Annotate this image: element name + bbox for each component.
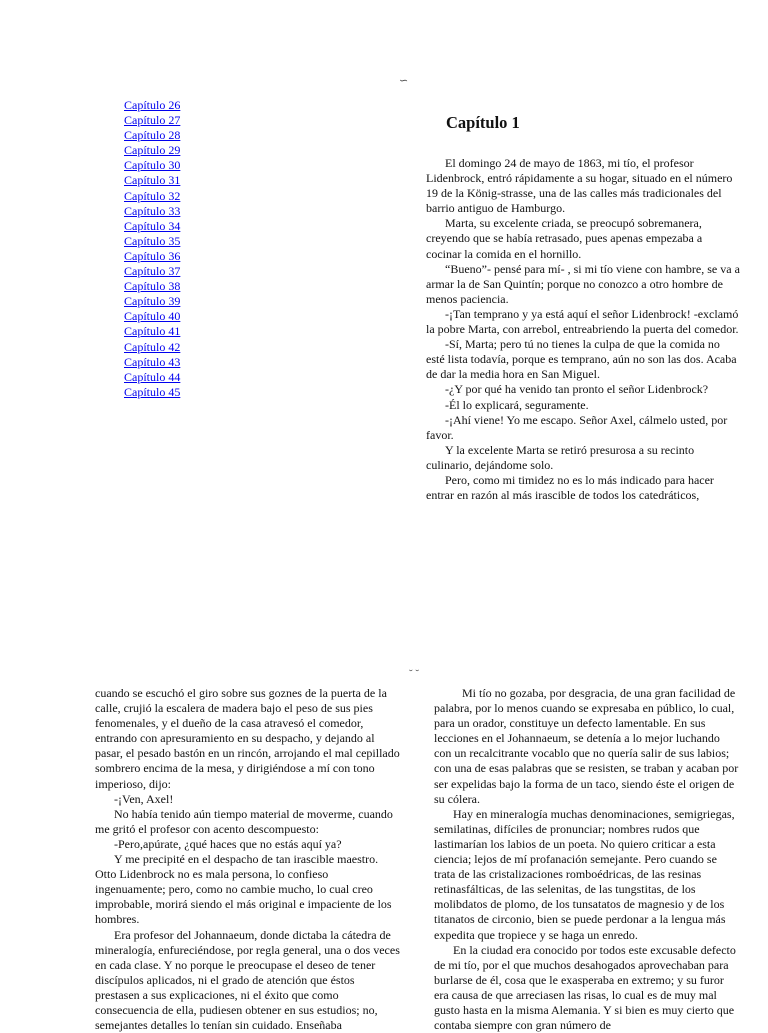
text-column-right — [434, 686, 739, 1024]
toc-link[interactable]: Capítulo 35 — [124, 234, 180, 248]
text-column-left — [95, 686, 400, 1024]
toc-item[interactable] — [124, 113, 180, 128]
paragraph: Marta, su excelente criada, se preocupó sobremanera, creyendo que se había retrasado, pues apenas empezaba a cocinar la comida en el hornillo. — [426, 216, 740, 261]
toc-item[interactable] — [124, 219, 180, 234]
toc-link[interactable]: Capítulo 28 — [124, 128, 180, 142]
page-ornament-top: ∽ — [399, 74, 408, 87]
paragraph: -¡Ven, Axel! — [95, 792, 400, 807]
toc-item[interactable] — [124, 249, 180, 264]
table-of-contents — [124, 98, 180, 400]
toc-item[interactable] — [124, 324, 180, 339]
toc-link[interactable]: Capítulo 40 — [124, 309, 180, 323]
paragraph: No había tenido aún tiempo material de moverme, cuando me gritó el profesor con acento descompuesto: — [95, 807, 400, 837]
toc-link[interactable]: Capítulo 31 — [124, 173, 180, 187]
toc-link[interactable]: Capítulo 32 — [124, 189, 180, 203]
toc-item[interactable] — [124, 370, 180, 385]
toc-item[interactable] — [124, 264, 180, 279]
toc-link[interactable]: Capítulo 37 — [124, 264, 180, 278]
toc-item[interactable] — [124, 143, 180, 158]
toc-item[interactable] — [124, 158, 180, 173]
toc-link[interactable]: Capítulo 29 — [124, 143, 180, 157]
toc-link[interactable]: Capítulo 38 — [124, 279, 180, 293]
toc-link[interactable]: Capítulo 41 — [124, 324, 180, 338]
paragraph: -¿Y por qué ha venido tan pronto el señor Lidenbrock? — [426, 382, 740, 397]
toc-link[interactable]: Capítulo 44 — [124, 370, 180, 384]
paragraph: El domingo 24 de mayo de 1863, mi tío, el profesor Lidenbrock, entró rápidamente a su hogar, situado en el número 19 de la König-strasse, una de las calles más tradicionales del barrio antiguo de Hamburgo. — [426, 156, 740, 216]
toc-item[interactable] — [124, 355, 180, 370]
chapter-opening — [426, 113, 740, 514]
page-ornament-middle: ˘ ˘ — [409, 668, 419, 680]
toc-item[interactable] — [124, 309, 180, 324]
toc-item[interactable] — [124, 279, 180, 294]
paragraph: Mi tío no gozaba, por desgracia, de una gran facilidad de palabra, por lo menos cuando se expresaba en público, lo cual, para un orador, constituye un defecto lamentable. En sus lecciones en el Johannaeum, se detenía a lo mejor luchando con un recalcitrante vocablo que no quería salir de sus labios; con una de esas palabras que se resisten, se traban y acaban por ser expelidas bajo la forma de un taco, siendo éste el origen de su cólera. — [434, 686, 739, 807]
toc-item[interactable] — [124, 234, 180, 249]
toc-item[interactable] — [124, 173, 180, 188]
toc-item[interactable] — [124, 340, 180, 355]
paragraph: “Bueno”- pensé para mí- , si mi tío viene con hambre, se va a armar la de San Quintín; porque no conozco a otro hombre de menos paciencia. — [426, 262, 740, 307]
paragraph: Era profesor del Johannaeum, donde dictaba la cátedra de mineralogía, enfureciéndose, por regla general, una o dos veces en cada clase. Y no porque le preocupase el deseo de tener discípulos aplicados, ni el grado de atención que éstos prestasen a sus explicaciones, ni el éxito que como consecuencia de ella, pudiesen obtener en sus estudios; no, semejantes detalles lo tenían sin cuidado. Enseñaba — [95, 928, 400, 1033]
paragraph: Y la excelente Marta se retiró presurosa a su recinto culinario, dejándome solo. — [426, 443, 740, 473]
toc-item[interactable] — [124, 385, 180, 400]
toc-link[interactable]: Capítulo 30 — [124, 158, 180, 172]
toc-link[interactable]: Capítulo 27 — [124, 113, 180, 127]
toc-item[interactable] — [124, 204, 180, 219]
paragraph: -Él lo explicará, seguramente. — [426, 398, 740, 413]
paragraph: -¡Ahí viene! Yo me escapo. Señor Axel, cálmelo usted, por favor. — [426, 413, 740, 443]
toc-item[interactable] — [124, 98, 180, 113]
toc-link[interactable]: Capítulo 26 — [124, 98, 180, 112]
chapter-title: Capítulo 1 — [446, 113, 740, 133]
paragraph: -¡Tan temprano y ya está aquí el señor Lidenbrock! -exclamó la pobre Marta, con arrebol, entreabriendo la puerta del comedor. — [426, 307, 740, 337]
paragraph: Y me precipité en el despacho de tan irascible maestro. Otto Lidenbrock no es mala persona, lo confieso ingenuamente; pero, como no cambie mucho, lo cual creo improbable, morirá siendo el más original e impaciente de los hombres. — [95, 852, 400, 927]
toc-item[interactable] — [124, 128, 180, 143]
toc-link[interactable]: Capítulo 34 — [124, 219, 180, 233]
paragraph: Pero, como mi timidez no es lo más indicado para hacer entrar en razón al más irascible de todos los catedráticos, — [426, 473, 740, 503]
toc-link[interactable]: Capítulo 33 — [124, 204, 180, 218]
toc-item[interactable] — [124, 189, 180, 204]
paragraph: En la ciudad era conocido por todos este excusable defecto de mi tío, por el que muchos desahogados aprovechaban para burlarse de él, cosa que le exasperaba en extremo; y su furor era causa de que arreciasen las risas, lo cual es de muy mal gusto hasta en la misma Alemania. Y si bien es muy cierto que contaba siempre con gran número de — [434, 943, 739, 1033]
paragraph: cuando se escuchó el giro sobre sus goznes de la puerta de la calle, crujió la escalera de madera bajo el peso de sus pies fenomenales, y el dueño de la casa atravesó el comedor, entrando con apresuramiento en su despacho, y dejando al pasar, el pesado bastón en un rincón, arrojando el mal cepillado sombrero encima de la mesa, y dirigiéndose a mí con tono imperioso, dijo: — [95, 686, 400, 792]
toc-item[interactable] — [124, 294, 180, 309]
toc-link[interactable]: Capítulo 36 — [124, 249, 180, 263]
toc-link[interactable]: Capítulo 45 — [124, 385, 180, 399]
paragraph: -Sí, Marta; pero tú no tienes la culpa de que la comida no esté lista todavía, porque es temprano, aún no son las dos. Acaba de dar la media hora en San Miguel. — [426, 337, 740, 382]
paragraph: Hay en mineralogía muchas denominaciones, semigriegas, semilatinas, difíciles de pronunciar; nombres rudos que lastimarían los labios de un poeta. No quiero criticar a esta ciencia; lejos de mí profanación semejante. Pero cuando se trata de las cristalizaciones romboédricas, de las resinas retinasfálticas, de las selenitas, de las tungstitas, de los molibdatos de plomo, de los tunsatatos de magnesio y de los titanatos de circonio, bien se puede perdonar a la lengua más expedita que tropiece y se haga un enredo. — [434, 807, 739, 943]
toc-link[interactable]: Capítulo 42 — [124, 340, 180, 354]
paragraph: -Pero,apúrate, ¿qué haces que no estás aquí ya? — [95, 837, 400, 852]
toc-link[interactable]: Capítulo 39 — [124, 294, 180, 308]
toc-link[interactable]: Capítulo 43 — [124, 355, 180, 369]
